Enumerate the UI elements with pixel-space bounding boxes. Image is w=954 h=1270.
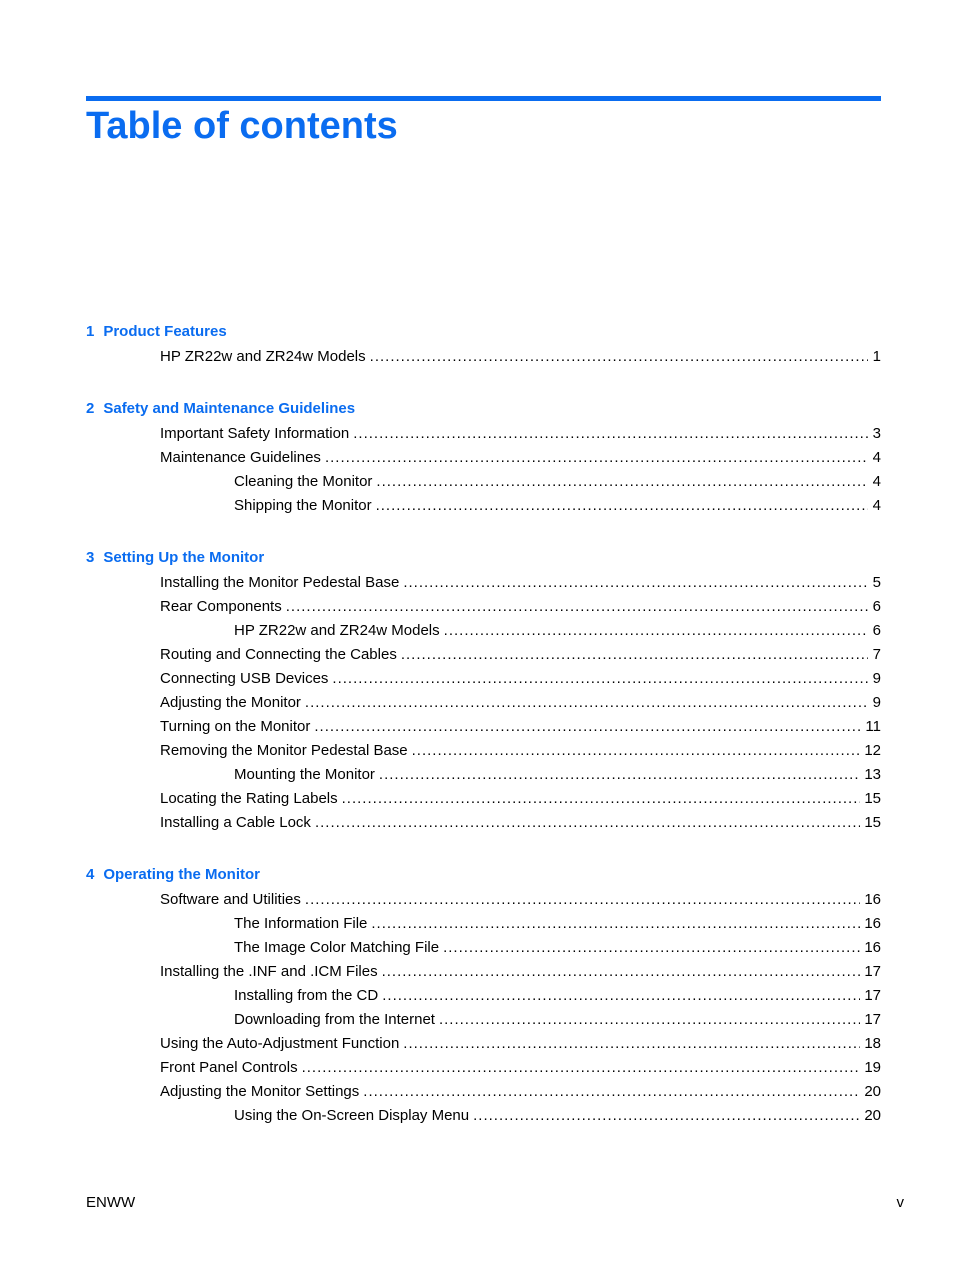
- dot-leader: [305, 691, 868, 715]
- toc-entry-title: Cleaning the Monitor: [234, 473, 373, 490]
- toc-chapter: [86, 320, 881, 369]
- toc-entry[interactable]: [86, 494, 881, 518]
- toc-entry-title: The Image Color Matching File: [234, 939, 440, 956]
- toc-entry-title: Adjusting the Monitor: [160, 694, 301, 711]
- toc-entry-title: Software and Utilities: [160, 891, 301, 908]
- toc-page-number: 15: [864, 790, 881, 807]
- toc-page-number: 1: [872, 348, 881, 365]
- toc-page-number: 3: [872, 425, 881, 442]
- dot-leader: [325, 446, 868, 470]
- toc-entry[interactable]: [86, 715, 881, 739]
- toc-entry-title: Shipping the Monitor: [234, 497, 372, 514]
- toc-page-number: 19: [864, 1059, 881, 1076]
- toc-entry[interactable]: [86, 984, 881, 1008]
- toc-entry-title: Adjusting the Monitor Settings: [160, 1083, 360, 1100]
- chapter-number: 4: [86, 866, 95, 883]
- toc-entry[interactable]: [86, 739, 881, 763]
- toc-entry-title: Important Safety Information: [160, 425, 350, 442]
- chapter-number: 3: [86, 549, 95, 566]
- toc-entry-title: Maintenance Guidelines: [160, 449, 321, 466]
- dot-leader: [379, 763, 860, 787]
- dot-leader: [382, 960, 861, 984]
- toc-page-number: 20: [864, 1107, 881, 1124]
- dot-leader: [412, 739, 861, 763]
- toc-chapter-link[interactable]: [86, 320, 881, 344]
- toc-entry[interactable]: [86, 345, 881, 369]
- toc-entry[interactable]: [86, 446, 881, 470]
- dot-leader: [401, 643, 868, 667]
- toc-entry-title: Installing the .INF and .ICM Files: [160, 963, 378, 980]
- toc-entry-title: Front Panel Controls: [160, 1059, 298, 1076]
- toc-page-number: 4: [872, 449, 881, 466]
- toc-entry-title: Turning on the Monitor: [160, 718, 311, 735]
- toc-entry-title: Installing the Monitor Pedestal Base: [160, 574, 400, 591]
- dot-leader: [315, 811, 860, 835]
- toc-entry[interactable]: [86, 667, 881, 691]
- toc-entry[interactable]: [86, 1056, 881, 1080]
- toc-entry[interactable]: [86, 912, 881, 936]
- toc-entry[interactable]: [86, 811, 881, 835]
- dot-leader: [353, 422, 868, 446]
- toc-page-number: 16: [864, 891, 881, 908]
- toc-chapter-link[interactable]: [86, 546, 881, 570]
- dot-leader: [286, 595, 868, 619]
- toc-page-number: 5: [872, 574, 881, 591]
- toc-page-number: 16: [864, 939, 881, 956]
- toc-entry-title: Using the Auto-Adjustment Function: [160, 1035, 400, 1052]
- dot-leader: [403, 571, 868, 595]
- dot-leader: [314, 715, 861, 739]
- toc-chapter: [86, 863, 881, 1128]
- toc-entry-title: Removing the Monitor Pedestal Base: [160, 742, 408, 759]
- dot-leader: [305, 888, 860, 912]
- toc-entry-title: Downloading from the Internet: [234, 1011, 435, 1028]
- dot-leader: [444, 619, 868, 643]
- toc-entry-title: Connecting USB Devices: [160, 670, 329, 687]
- toc-entry-title: Installing from the CD: [234, 987, 379, 1004]
- table-of-contents: [86, 320, 881, 1156]
- toc-entry-title: The Information File: [234, 915, 368, 932]
- toc-entry[interactable]: [86, 888, 881, 912]
- toc-entry[interactable]: [86, 571, 881, 595]
- toc-entry[interactable]: [86, 936, 881, 960]
- toc-page-number: 17: [864, 963, 881, 980]
- dot-leader: [473, 1104, 860, 1128]
- toc-entry[interactable]: [86, 643, 881, 667]
- toc-chapter-link[interactable]: [86, 863, 881, 887]
- dot-leader: [302, 1056, 861, 1080]
- toc-entry-title: Routing and Connecting the Cables: [160, 646, 397, 663]
- toc-page-number: 17: [864, 1011, 881, 1028]
- page-number: v: [896, 1194, 904, 1211]
- toc-page-number: 9: [872, 670, 881, 687]
- chapter-title: Safety and Maintenance Guidelines: [103, 400, 356, 417]
- toc-entry-title: HP ZR22w and ZR24w Models: [160, 348, 366, 365]
- toc-entry[interactable]: [86, 1032, 881, 1056]
- toc-page-number: 18: [864, 1035, 881, 1052]
- dot-leader: [370, 345, 868, 369]
- toc-entry[interactable]: [86, 960, 881, 984]
- toc-entry[interactable]: [86, 619, 881, 643]
- toc-page-number: 6: [872, 598, 881, 615]
- toc-page-number: 4: [872, 473, 881, 490]
- dot-leader: [403, 1032, 860, 1056]
- toc-entry-title: Rear Components: [160, 598, 282, 615]
- toc-chapter: [86, 546, 881, 835]
- toc-entry-title: HP ZR22w and ZR24w Models: [234, 622, 440, 639]
- dot-leader: [363, 1080, 860, 1104]
- toc-entry-title: Installing a Cable Lock: [160, 814, 311, 831]
- dot-leader: [382, 984, 860, 1008]
- dot-leader: [439, 1008, 860, 1032]
- chapter-title: Product Features: [103, 323, 227, 340]
- toc-entry[interactable]: [86, 787, 881, 811]
- dot-leader: [332, 667, 868, 691]
- toc-entry[interactable]: [86, 470, 881, 494]
- toc-entry[interactable]: [86, 1104, 881, 1128]
- toc-chapter-link[interactable]: [86, 397, 881, 421]
- dot-leader: [342, 787, 861, 811]
- toc-page-number: 13: [864, 766, 881, 783]
- title-rule: [86, 96, 881, 101]
- toc-entry[interactable]: [86, 691, 881, 715]
- chapter-title: Operating the Monitor: [103, 866, 261, 883]
- toc-page-number: 17: [864, 987, 881, 1004]
- chapter-number: 2: [86, 400, 95, 417]
- page-title: Table of contents: [86, 105, 398, 147]
- chapter-number: 1: [86, 323, 95, 340]
- toc-page-number: 15: [864, 814, 881, 831]
- dot-leader: [443, 936, 860, 960]
- toc-page-number: 12: [864, 742, 881, 759]
- toc-page-number: 6: [872, 622, 881, 639]
- toc-entry[interactable]: [86, 1080, 881, 1104]
- dot-leader: [376, 470, 868, 494]
- toc-page-number: 4: [872, 497, 881, 514]
- toc-entry[interactable]: [86, 422, 881, 446]
- dot-leader: [376, 494, 868, 518]
- toc-entry[interactable]: [86, 763, 881, 787]
- toc-entry[interactable]: [86, 595, 881, 619]
- toc-entry-title: Locating the Rating Labels: [160, 790, 338, 807]
- toc-page-number: 20: [864, 1083, 881, 1100]
- dot-leader: [371, 912, 860, 936]
- chapter-title: Setting Up the Monitor: [103, 549, 265, 566]
- toc-entry[interactable]: [86, 1008, 881, 1032]
- footer-label: ENWW: [86, 1194, 136, 1211]
- toc-page-number: 11: [865, 718, 881, 735]
- toc-page-number: 9: [872, 694, 881, 711]
- toc-entry-title: Mounting the Monitor: [234, 766, 375, 783]
- toc-page-number: 16: [864, 915, 881, 932]
- toc-entry-title: Using the On-Screen Display Menu: [234, 1107, 470, 1124]
- toc-chapter: [86, 397, 881, 518]
- toc-page-number: 7: [872, 646, 881, 663]
